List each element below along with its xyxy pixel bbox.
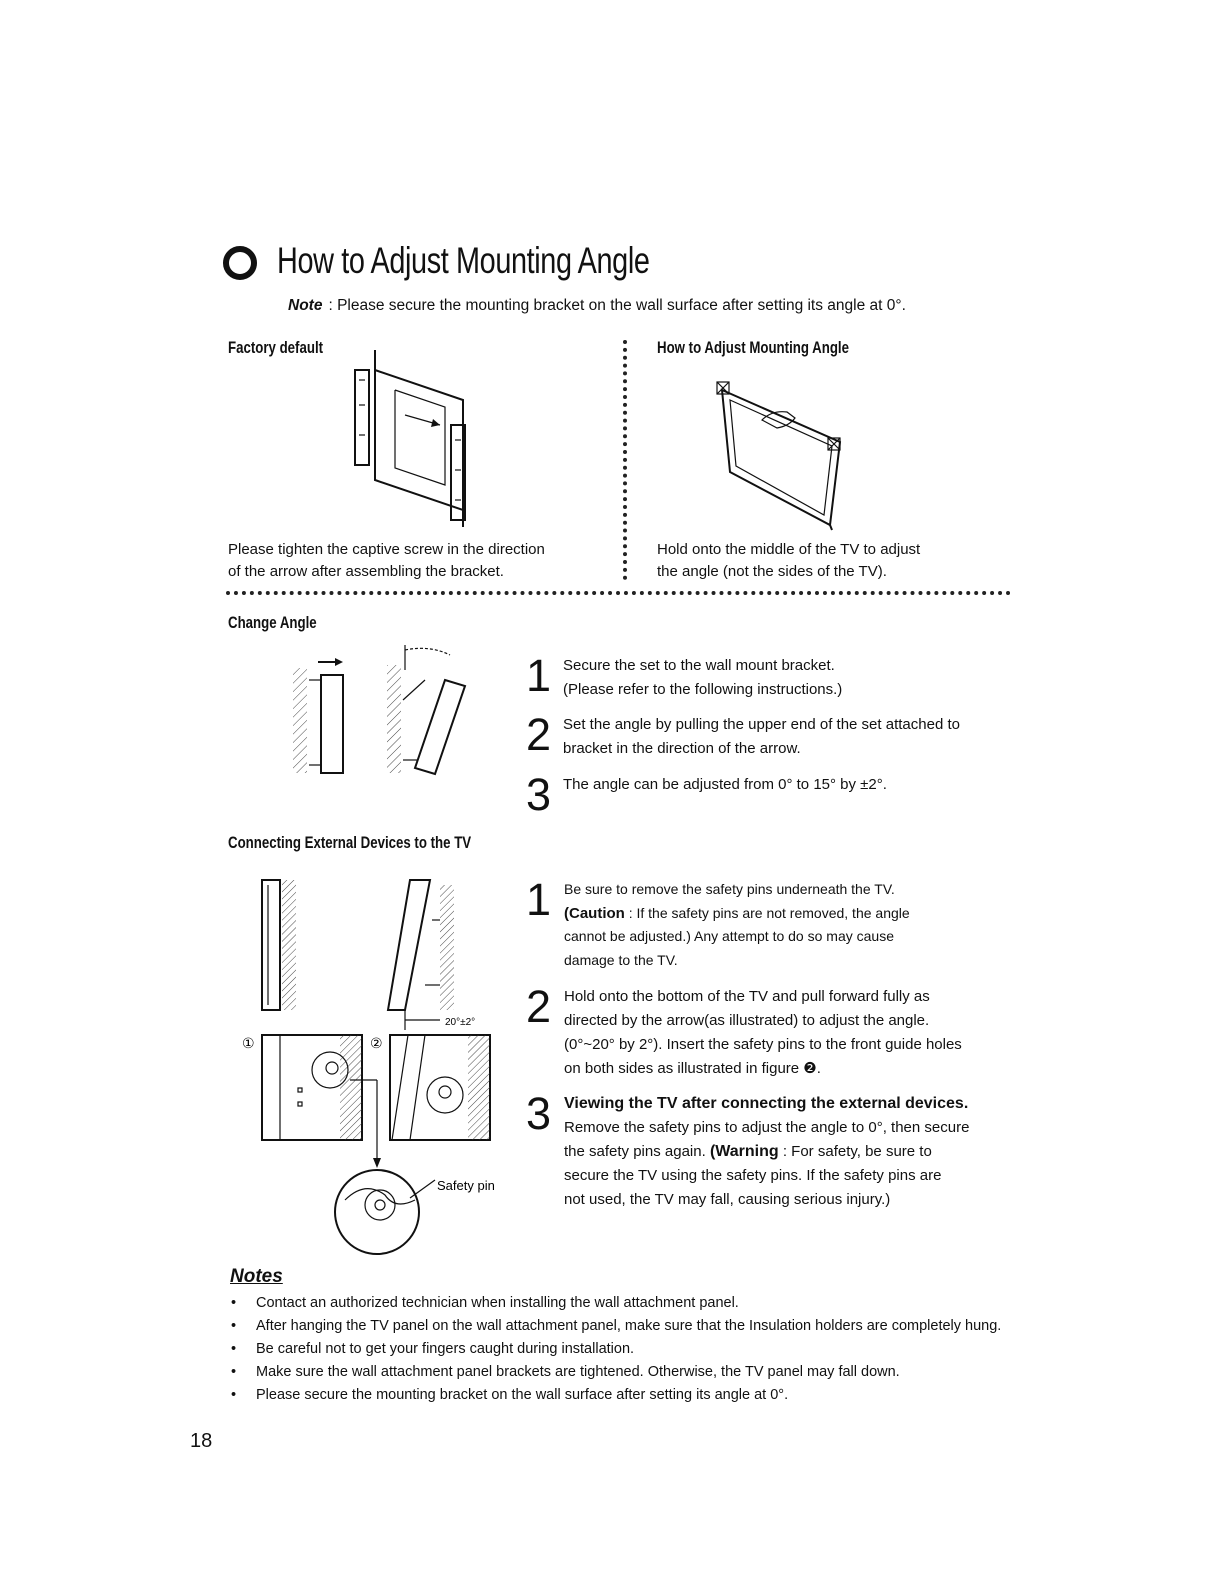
change-step-2-number: 2: [526, 709, 552, 760]
connect-step-2-text: [564, 985, 1054, 1081]
change-step-2-line1: Set the angle by pulling the upper end of the set attached to: [563, 716, 960, 733]
change-angle-illustration: [285, 640, 485, 775]
adjust-angle-text: [657, 539, 920, 583]
notes-list: [228, 1292, 1048, 1407]
connect-step-2-line3: (0°~20° by 2°). Insert the safety pins to the front guide holes: [564, 1036, 962, 1053]
note-item: • After hanging the TV panel on the wall attachment panel, make sure that the Insulation holders are completely hung.: [228, 1315, 1048, 1337]
note-text: : Please secure the mounting bracket on the wall surface after setting its angle at 0°.: [328, 297, 906, 314]
connect-step-3-heading: Viewing the TV after connecting the external devices.: [564, 1095, 969, 1112]
change-angle-heading: Change Angle: [228, 613, 317, 632]
connect-step-3-line4: not used, the TV may fall, causing serious injury.): [564, 1191, 891, 1208]
connect-step-1-line4: damage to the TV.: [564, 951, 678, 968]
connect-step-1-line3: cannot be adjusted.) Any attempt to do so may cause: [564, 928, 894, 944]
horizontal-divider: [226, 591, 1011, 595]
angle-label: 20°±2°: [445, 1017, 476, 1028]
connect-step-2-number: 2: [526, 981, 552, 1032]
connect-step-1-text: [564, 878, 1044, 972]
connect-step-3-number: 3: [526, 1088, 552, 1139]
figure-1-marker: ①: [242, 1036, 255, 1052]
connect-step-2-line1: Hold onto the bottom of the TV and pull forward fully as: [564, 988, 930, 1005]
adjust-angle-line1: Hold onto the middle of the TV to adjust: [657, 541, 921, 558]
title-circle-icon: [222, 245, 258, 281]
page-number: 18: [190, 1430, 213, 1452]
change-step-2-line2: bracket in the direction of the arrow.: [563, 740, 801, 757]
warning-label: (Warning: [709, 1143, 779, 1160]
connect-step-2-line2: directed by the arrow(as illustrated) to adjust the angle.: [564, 1012, 930, 1029]
note-item: • Contact an authorized technician when installing the wall attachment panel.: [228, 1292, 1048, 1314]
connect-step-3-line2: [564, 1140, 1054, 1164]
adjust-angle-heading: How to Adjust Mounting Angle: [657, 338, 849, 357]
change-step-1-text: [563, 654, 842, 702]
change-step-1-line1: Secure the set to the wall mount bracket.: [563, 657, 835, 674]
bracket-illustration: [345, 345, 475, 530]
factory-default-text: [228, 539, 545, 583]
top-note: [288, 297, 906, 315]
connect-step-1-number: 1: [526, 874, 552, 925]
note-item: • Please secure the mounting bracket on the wall surface after setting its angle at 0°.: [228, 1384, 1048, 1406]
change-step-1-number: 1: [526, 650, 552, 701]
change-step-3-number: 3: [526, 769, 552, 820]
safety-pin-label: Safety pin: [437, 1178, 495, 1193]
note-label: Note: [288, 297, 323, 314]
connect-step-1-line2: [564, 902, 1044, 926]
connecting-heading: Connecting External Devices to the TV: [228, 833, 472, 852]
change-step-2-text: [563, 713, 960, 761]
factory-default-heading: Factory default: [228, 338, 324, 357]
adjust-angle-line2: the angle (not the sides of the TV).: [657, 563, 887, 580]
caution-label: (Caution: [564, 904, 625, 922]
change-step-3-line1: The angle can be adjusted from 0° to 15° by ±2°.: [563, 776, 887, 793]
vertical-divider: [623, 340, 627, 580]
connect-step-3-line1: Remove the safety pins to adjust the angle to 0°, then secure: [564, 1119, 970, 1136]
connect-step-1-line2-rest: : If the safety pins are not removed, the angle: [628, 904, 910, 921]
connect-step-1-line1: Be sure to remove the safety pins underneath the TV.: [564, 881, 895, 897]
connect-step-3-line2-rest: : For safety, be sure to: [782, 1143, 932, 1160]
connect-step-3-line2-start: the safety pins again.: [564, 1143, 706, 1160]
page-title: How to Adjust Mounting Angle: [277, 240, 650, 281]
change-step-1-line2: (Please refer to the following instructions.): [563, 681, 843, 698]
connect-step-3-text: [564, 1092, 1054, 1212]
figure-2-marker: ②: [370, 1036, 383, 1052]
notes-heading: Notes: [230, 1266, 283, 1287]
note-item: • Make sure the wall attachment panel brackets are tightened. Otherwise, the TV panel may fall down.: [228, 1361, 986, 1383]
tv-adjust-illustration: [712, 380, 862, 530]
note-item: • Be careful not to get your fingers caught during installation.: [228, 1338, 1048, 1360]
connect-step-3-line3: secure the TV using the safety pins. If the safety pins are: [564, 1167, 942, 1184]
connect-step-2-line4: on both sides as illustrated in figure ❷.: [564, 1060, 821, 1077]
factory-default-line2: of the arrow after assembling the bracket.: [228, 563, 504, 580]
connecting-illustration: [240, 870, 530, 1260]
factory-default-line1: Please tighten the captive screw in the direction: [228, 541, 545, 558]
